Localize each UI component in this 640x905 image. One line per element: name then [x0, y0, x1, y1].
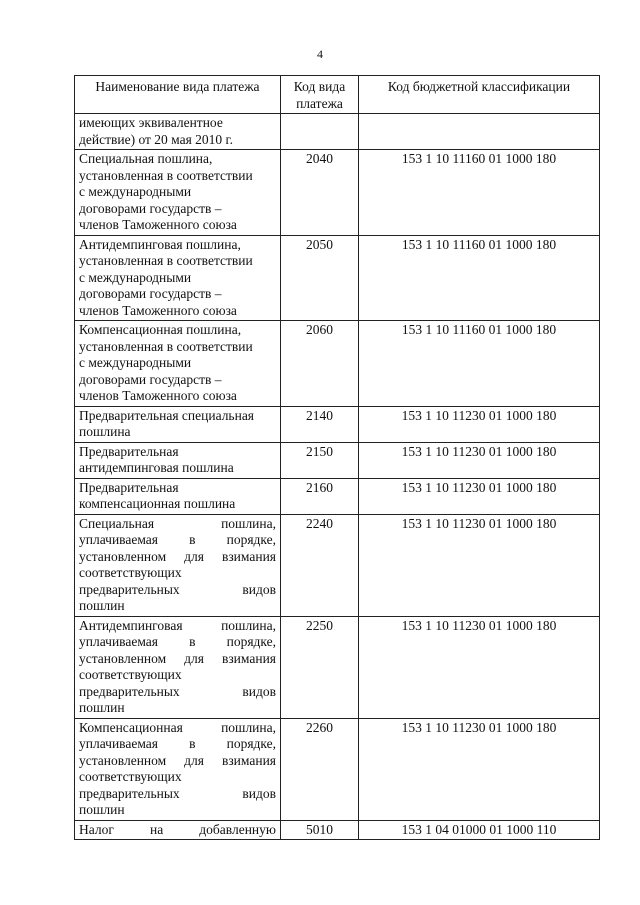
budget-classification-cell: 153 1 10 11230 01 1000 180: [359, 478, 600, 514]
payment-name-cell: [75, 478, 281, 514]
payment-name-line: Предварительная специальная: [79, 407, 255, 423]
payment-name-line: пошлин: [79, 700, 125, 715]
payment-code-cell: 2240: [281, 514, 359, 616]
payment-name-line: с международными: [79, 269, 192, 285]
payment-name-line: членов Таможенного союза: [79, 217, 237, 232]
page-number: 4: [317, 47, 323, 61]
payment-name-line: установленная в соответствии: [79, 167, 253, 183]
payment-code-cell: 2040: [281, 150, 359, 236]
payment-code-cell: 2260: [281, 718, 359, 820]
payment-name-line: Компенсационная пошлина,: [79, 322, 242, 337]
table-body: [75, 114, 600, 840]
payment-code-cell: 2140: [281, 406, 359, 442]
header-payment-code: [281, 76, 359, 114]
payment-code-cell: 5010: [281, 820, 359, 840]
payment-name-line: компенсационная пошлина: [79, 496, 236, 511]
budget-classification-cell: 153 1 04 01000 01 1000 110: [359, 820, 600, 840]
payment-name-line: уплачиваемая в порядке,: [79, 634, 276, 649]
payment-name-line: соответствующих: [79, 769, 182, 784]
payment-name-line: соответствующих: [79, 667, 182, 682]
table-row: [75, 718, 600, 820]
payment-name-line: уплачиваемая в порядке,: [79, 736, 276, 751]
payment-name-line: Антидемпинговая пошлина,: [79, 617, 276, 633]
table-row: [75, 478, 600, 514]
payment-name-line: пошлина: [79, 424, 131, 439]
payment-name-line: предварительных видов: [79, 683, 276, 699]
payment-name-line: антидемпинговая пошлина: [79, 460, 234, 475]
budget-classification-cell: 153 1 10 11160 01 1000 180: [359, 150, 600, 236]
payment-name-line: Антидемпинговая пошлина,: [79, 236, 241, 252]
payment-name-line: договорами государств –: [79, 371, 222, 387]
budget-classification-cell: 153 1 10 11230 01 1000 180: [359, 514, 600, 616]
payment-name-cell: [75, 616, 281, 718]
payment-code-cell: 2150: [281, 442, 359, 478]
payment-name-cell: [75, 150, 281, 236]
payment-name-line: имеющих эквивалентное: [79, 115, 223, 130]
table-row: [75, 820, 600, 840]
budget-classification-cell: 153 1 10 11230 01 1000 180: [359, 406, 600, 442]
payment-name-line: договорами государств –: [79, 286, 222, 301]
payment-code-cell: [281, 114, 359, 150]
payment-name-line: установленном для взимания: [79, 650, 276, 666]
payment-name-line: Специальная пошлина,: [79, 515, 276, 531]
budget-classification-cell: [359, 114, 600, 150]
payment-name-cell: [75, 442, 281, 478]
payment-name-line: Налог на добавленную: [79, 821, 276, 837]
payment-name-line: Компенсационная пошлина,: [79, 719, 276, 735]
budget-classification-cell: 153 1 10 11160 01 1000 180: [359, 235, 600, 321]
payment-code-cell: 2250: [281, 616, 359, 718]
payment-name-line: предварительных видов: [79, 785, 276, 801]
payment-name-line: Предварительная: [79, 479, 179, 495]
budget-classification-cell: 153 1 10 11160 01 1000 180: [359, 321, 600, 407]
table-row: [75, 321, 600, 407]
payment-name-cell: [75, 321, 281, 407]
table-header-row: [75, 76, 600, 114]
payment-name-cell: [75, 718, 281, 820]
payment-name-line: предварительных видов: [79, 581, 276, 597]
header-payment-name: Наименование вида платежа: [75, 76, 281, 114]
payment-name-line: установленном для взимания: [79, 752, 276, 768]
payment-name-line: действие) от 20 мая 2010 г.: [79, 131, 233, 147]
payment-name-line: установленном для взимания: [79, 548, 276, 564]
payment-name-line: с международными: [79, 184, 192, 199]
header-budget-classification: Код бюджетной классификации: [359, 76, 600, 114]
payment-code-cell: 2160: [281, 478, 359, 514]
payment-name-line: пошлин: [79, 802, 125, 817]
payment-name-line: уплачиваемая в порядке,: [79, 532, 276, 547]
payment-name-cell: [75, 820, 281, 840]
header-payment-code-line2: платежа: [296, 95, 343, 111]
payment-name-line: установленная в соответствии: [79, 338, 253, 354]
payment-name-line: договорами государств –: [79, 200, 222, 216]
payment-code-cell: 2050: [281, 235, 359, 321]
payment-name-cell: [75, 406, 281, 442]
table-row: [75, 406, 600, 442]
payment-code-cell: 2060: [281, 321, 359, 407]
table-row: [75, 514, 600, 616]
payment-name-line: с международными: [79, 355, 192, 370]
payment-name-line: членов Таможенного союза: [79, 302, 237, 318]
budget-classification-cell: 153 1 10 11230 01 1000 180: [359, 442, 600, 478]
table-row: [75, 114, 600, 150]
payment-name-line: Предварительная: [79, 443, 179, 459]
table-row: [75, 442, 600, 478]
budget-classification-cell: 153 1 10 11230 01 1000 180: [359, 718, 600, 820]
header-payment-code-line1: Код вида: [293, 79, 346, 94]
payment-name-line: членов Таможенного союза: [79, 388, 237, 403]
budget-classification-cell: 153 1 10 11230 01 1000 180: [359, 616, 600, 718]
payment-name-line: установленная в соответствии: [79, 253, 253, 268]
payment-name-cell: [75, 114, 281, 150]
payment-codes-table: [74, 75, 600, 840]
payment-name-line: Специальная пошлина,: [79, 151, 213, 166]
payment-name-cell: [75, 235, 281, 321]
payment-name-line: пошлин: [79, 598, 125, 613]
payment-name-cell: [75, 514, 281, 616]
table-row: [75, 616, 600, 718]
table-row: [75, 235, 600, 321]
payment-name-line: соответствующих: [79, 565, 182, 580]
table-row: [75, 150, 600, 236]
